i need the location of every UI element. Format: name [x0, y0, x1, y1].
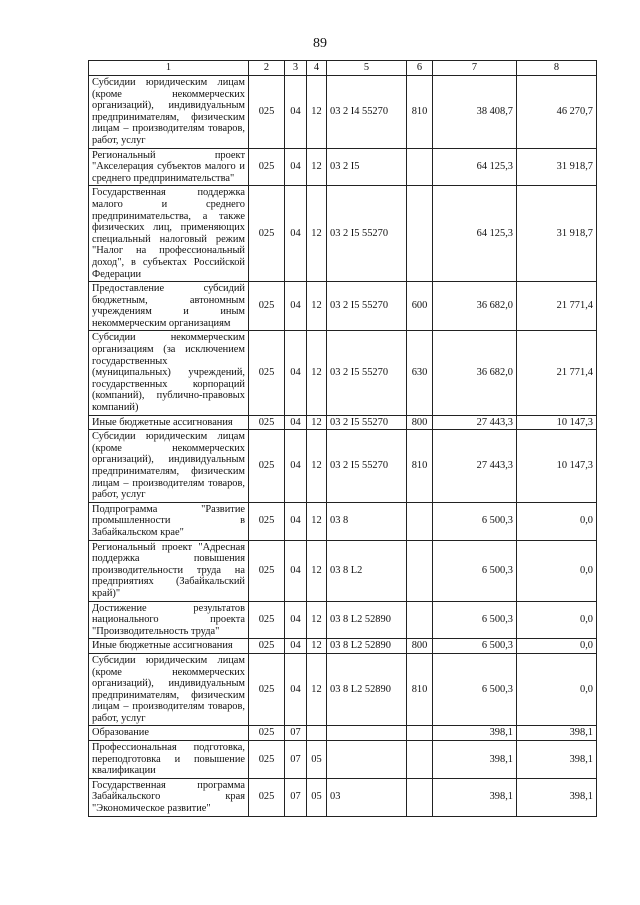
section-code: 04 — [285, 76, 307, 149]
expense-type-code: 600 — [407, 282, 433, 331]
target-article-code: 03 — [327, 778, 407, 816]
table-row — [89, 76, 597, 149]
item-name: Иные бюджетные ассигнования — [89, 639, 249, 654]
subsection-code: 12 — [307, 331, 327, 415]
section-code: 04 — [285, 282, 307, 331]
expense-type-code: 800 — [407, 639, 433, 654]
expense-type-code — [407, 726, 433, 741]
ministry-code: 025 — [249, 148, 285, 186]
ministry-code: 025 — [249, 415, 285, 430]
amount-year-2: 398,1 — [517, 778, 597, 816]
table-row — [89, 186, 597, 282]
subsection-code: 12 — [307, 282, 327, 331]
amount-year-2: 0,0 — [517, 653, 597, 726]
section-code: 04 — [285, 415, 307, 430]
item-name: Региональный проект "Акселерация субъектов малого и среднего предпринимательства" — [89, 148, 249, 186]
target-article-code: 03 2 I5 55270 — [327, 186, 407, 282]
amount-year-1: 6 500,3 — [433, 502, 517, 540]
section-code: 04 — [285, 639, 307, 654]
amount-year-1: 36 682,0 — [433, 331, 517, 415]
column-header: 7 — [433, 61, 517, 76]
section-code: 07 — [285, 741, 307, 779]
table-row — [89, 741, 597, 779]
amount-year-2: 0,0 — [517, 540, 597, 601]
item-name: Профессиональная подготовка, переподготовка и повышение квалификации — [89, 741, 249, 779]
ministry-code: 025 — [249, 653, 285, 726]
budget-table — [88, 60, 597, 817]
ministry-code: 025 — [249, 282, 285, 331]
item-name: Достижение результатов национального проекта "Производительность труда" — [89, 601, 249, 639]
expense-type-code — [407, 741, 433, 779]
amount-year-1: 398,1 — [433, 741, 517, 779]
amount-year-1: 27 443,3 — [433, 415, 517, 430]
item-name: Субсидии юридическим лицам (кроме некоммерческих организаций), индивидуальным предпринимателям, физическим лицам – производителям товаров, работ, услуг — [89, 430, 249, 503]
amount-year-1: 6 500,3 — [433, 653, 517, 726]
target-article-code: 03 2 I5 55270 — [327, 415, 407, 430]
subsection-code — [307, 726, 327, 741]
table-row — [89, 430, 597, 503]
amount-year-2: 46 270,7 — [517, 76, 597, 149]
subsection-code: 12 — [307, 415, 327, 430]
item-name: Субсидии юридическим лицам (кроме некоммерческих организаций), индивидуальным предпринимателям, физическим лицам – производителям товаров, работ, услуг — [89, 76, 249, 149]
expense-type-code — [407, 502, 433, 540]
amount-year-1: 27 443,3 — [433, 430, 517, 503]
amount-year-1: 64 125,3 — [433, 148, 517, 186]
amount-year-2: 0,0 — [517, 502, 597, 540]
expense-type-code — [407, 186, 433, 282]
expense-type-code: 810 — [407, 430, 433, 503]
table-row — [89, 502, 597, 540]
amount-year-2: 398,1 — [517, 726, 597, 741]
amount-year-1: 398,1 — [433, 778, 517, 816]
amount-year-2: 21 771,4 — [517, 282, 597, 331]
expense-type-code: 800 — [407, 415, 433, 430]
table-row — [89, 331, 597, 415]
target-article-code: 03 2 I5 — [327, 148, 407, 186]
amount-year-1: 6 500,3 — [433, 601, 517, 639]
target-article-code — [327, 741, 407, 779]
section-code: 04 — [285, 331, 307, 415]
amount-year-2: 10 147,3 — [517, 415, 597, 430]
subsection-code: 12 — [307, 540, 327, 601]
target-article-code: 03 2 I5 55270 — [327, 430, 407, 503]
item-name: Образование — [89, 726, 249, 741]
subsection-code: 12 — [307, 653, 327, 726]
expense-type-code: 810 — [407, 76, 433, 149]
amount-year-2: 10 147,3 — [517, 430, 597, 503]
amount-year-1: 64 125,3 — [433, 186, 517, 282]
target-article-code: 03 8 — [327, 502, 407, 540]
ministry-code: 025 — [249, 502, 285, 540]
amount-year-2: 21 771,4 — [517, 331, 597, 415]
table-row — [89, 639, 597, 654]
amount-year-2: 0,0 — [517, 639, 597, 654]
column-header: 8 — [517, 61, 597, 76]
column-header: 3 — [285, 61, 307, 76]
subsection-code: 12 — [307, 639, 327, 654]
table-row — [89, 778, 597, 816]
amount-year-2: 398,1 — [517, 741, 597, 779]
item-name: Государственная программа Забайкальского края "Экономическое развитие" — [89, 778, 249, 816]
subsection-code: 12 — [307, 502, 327, 540]
ministry-code: 025 — [249, 430, 285, 503]
expense-type-code — [407, 601, 433, 639]
amount-year-2: 31 918,7 — [517, 148, 597, 186]
expense-type-code — [407, 540, 433, 601]
column-header: 1 — [89, 61, 249, 76]
header-row — [89, 61, 597, 76]
ministry-code: 025 — [249, 540, 285, 601]
target-article-code: 03 2 I5 55270 — [327, 282, 407, 331]
subsection-code: 12 — [307, 601, 327, 639]
section-code: 04 — [285, 653, 307, 726]
subsection-code: 12 — [307, 148, 327, 186]
section-code: 04 — [285, 502, 307, 540]
subsection-code: 05 — [307, 741, 327, 779]
table-row — [89, 282, 597, 331]
section-code: 07 — [285, 726, 307, 741]
expense-type-code: 630 — [407, 331, 433, 415]
target-article-code: 03 8 L2 52890 — [327, 639, 407, 654]
ministry-code: 025 — [249, 639, 285, 654]
amount-year-2: 0,0 — [517, 601, 597, 639]
column-header: 4 — [307, 61, 327, 76]
target-article-code: 03 2 I5 55270 — [327, 331, 407, 415]
section-code: 04 — [285, 186, 307, 282]
item-name: Иные бюджетные ассигнования — [89, 415, 249, 430]
item-name: Региональный проект "Адресная поддержка повышения производительности труда на предприятиях (Забайкальский край)" — [89, 540, 249, 601]
column-header: 6 — [407, 61, 433, 76]
amount-year-1: 38 408,7 — [433, 76, 517, 149]
page-number: 89 — [313, 36, 327, 51]
table-row — [89, 653, 597, 726]
target-article-code: 03 2 I4 55270 — [327, 76, 407, 149]
section-code: 04 — [285, 430, 307, 503]
target-article-code: 03 8 L2 52890 — [327, 653, 407, 726]
ministry-code: 025 — [249, 331, 285, 415]
item-name: Предоставление субсидий бюджетным, автономным учреждениям и иным некоммерческим организациям — [89, 282, 249, 331]
ministry-code: 025 — [249, 726, 285, 741]
amount-year-2: 31 918,7 — [517, 186, 597, 282]
subsection-code: 05 — [307, 778, 327, 816]
amount-year-1: 398,1 — [433, 726, 517, 741]
section-code: 04 — [285, 148, 307, 186]
table-row — [89, 540, 597, 601]
ministry-code: 025 — [249, 741, 285, 779]
section-code: 04 — [285, 540, 307, 601]
expense-type-code: 810 — [407, 653, 433, 726]
section-code: 04 — [285, 601, 307, 639]
subsection-code: 12 — [307, 76, 327, 149]
item-name: Государственная поддержка малого и среднего предпринимательства, а также физических лиц, применяющих специальный налоговый режим "Налог на профессиональный доход", в субъектах Российской Федерации — [89, 186, 249, 282]
target-article-code: 03 8 L2 52890 — [327, 601, 407, 639]
column-header: 5 — [327, 61, 407, 76]
ministry-code: 025 — [249, 778, 285, 816]
amount-year-1: 6 500,3 — [433, 639, 517, 654]
item-name: Подпрограмма "Развитие промышленности в Забайкальском крае" — [89, 502, 249, 540]
subsection-code: 12 — [307, 186, 327, 282]
table-row — [89, 148, 597, 186]
section-code: 07 — [285, 778, 307, 816]
column-header: 2 — [249, 61, 285, 76]
target-article-code — [327, 726, 407, 741]
ministry-code: 025 — [249, 601, 285, 639]
target-article-code: 03 8 L2 — [327, 540, 407, 601]
item-name: Субсидии юридическим лицам (кроме некоммерческих организаций), индивидуальным предпринимателям, физическим лицам – производителям товаров, работ, услуг — [89, 653, 249, 726]
amount-year-1: 36 682,0 — [433, 282, 517, 331]
amount-year-1: 6 500,3 — [433, 540, 517, 601]
table-row — [89, 726, 597, 741]
item-name: Субсидии некоммерческим организациям (за исключением государственных (муниципальных) учреждений, государственных корпораций (компаний), публично-правовых компаний) — [89, 331, 249, 415]
ministry-code: 025 — [249, 76, 285, 149]
expense-type-code — [407, 778, 433, 816]
table-row — [89, 601, 597, 639]
ministry-code: 025 — [249, 186, 285, 282]
table-row — [89, 415, 597, 430]
subsection-code: 12 — [307, 430, 327, 503]
expense-type-code — [407, 148, 433, 186]
